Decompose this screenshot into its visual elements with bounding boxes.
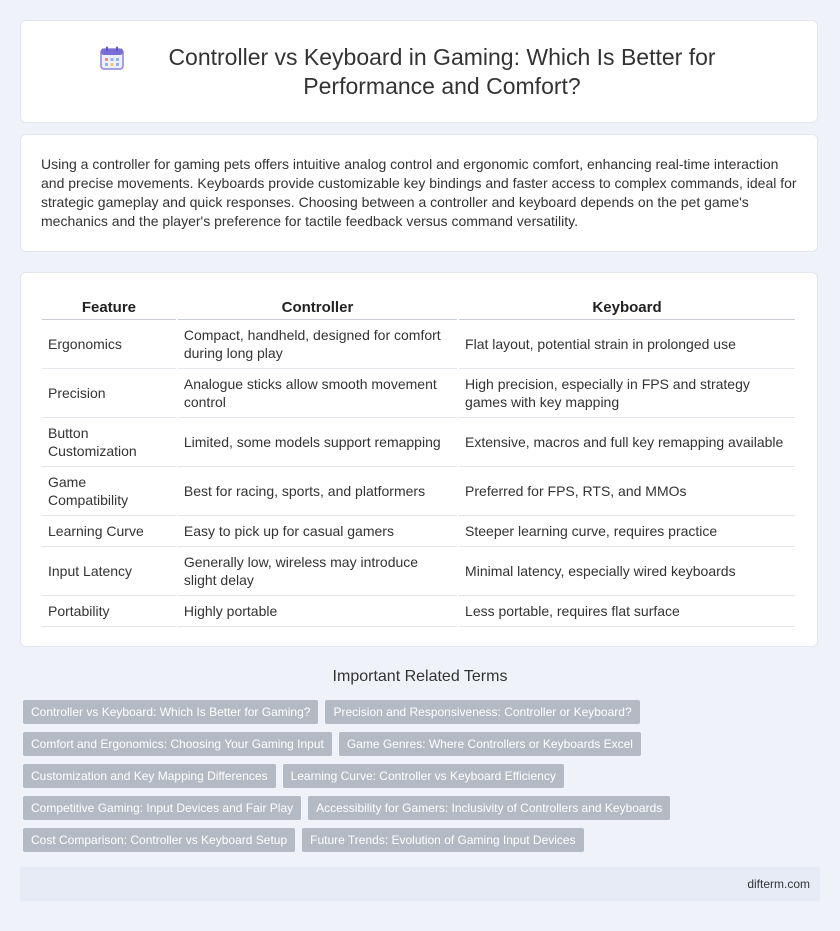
keyboard-cell: Steeper learning curve, requires practice [459, 516, 795, 547]
footer-site-link[interactable]: difterm.com [747, 877, 810, 891]
related-term-tag[interactable]: Learning Curve: Controller vs Keyboard Efficiency [283, 764, 564, 788]
comparison-table-card [20, 272, 818, 647]
keyboard-cell: Extensive, macros and full key remapping available [459, 418, 795, 467]
keyboard-cell: Preferred for FPS, RTS, and MMOs [459, 467, 795, 516]
related-term-tag[interactable]: Comfort and Ergonomics: Choosing Your Gaming Input [23, 732, 332, 756]
feature-cell: Portability [42, 596, 176, 627]
related-term-tag[interactable]: Customization and Key Mapping Differences [23, 764, 276, 788]
related-terms-heading: Important Related Terms [332, 668, 508, 685]
related-term-tag[interactable]: Game Genres: Where Controllers or Keyboards Excel [339, 732, 641, 756]
feature-cell: Game Compatibility [42, 467, 176, 516]
intro-card [20, 134, 818, 252]
page-title: Controller vs Keyboard in Gaming: Which Is Better for Performance and Comfort? [168, 43, 716, 99]
table-header-row [42, 291, 795, 320]
related-terms-list [23, 700, 803, 860]
controller-cell: Generally low, wireless may introduce slight delay [178, 547, 457, 596]
related-term-tag[interactable]: Controller vs Keyboard: Which Is Better for Gaming? [23, 700, 318, 724]
controller-cell: Easy to pick up for casual gamers [178, 516, 457, 547]
controller-cell: Analogue sticks allow smooth movement control [178, 369, 457, 418]
related-term-tag[interactable]: Precision and Responsiveness: Controller or Keyboard? [325, 700, 639, 724]
keyboard-cell: Minimal latency, especially wired keyboards [459, 547, 795, 596]
controller-cell: Highly portable [178, 596, 457, 627]
feature-cell: Learning Curve [42, 516, 176, 547]
header-feature: Feature [42, 291, 176, 320]
table-row [42, 596, 795, 627]
table-row [42, 467, 795, 516]
table-row [42, 418, 795, 467]
related-term-tag[interactable]: Future Trends: Evolution of Gaming Input Devices [302, 828, 583, 852]
table-row [42, 516, 795, 547]
header-keyboard: Keyboard [459, 291, 795, 320]
title-card [20, 20, 818, 123]
feature-cell: Input Latency [42, 547, 176, 596]
related-term-tag[interactable]: Accessibility for Gamers: Inclusivity of Controllers and Keyboards [308, 796, 670, 820]
related-term-tag[interactable]: Cost Comparison: Controller vs Keyboard Setup [23, 828, 295, 852]
intro-text: Using a controller for gaming pets offers intuitive analog control and ergonomic comfort, enhancing real-time interaction and precise movements. Keyboards provide customizable key bindings and faster access to complex commands, ideal for strategic gameplay and quick responses. Choosing between a controller and keyboard depends on the pet game's mechanics and the player's preference for tactile feedback versus command versatility. [41, 156, 797, 229]
controller-cell: Best for racing, sports, and platformers [178, 467, 457, 516]
table-row [42, 320, 795, 369]
comparison-table [40, 291, 797, 627]
calendar-icon [99, 45, 125, 71]
keyboard-cell: Less portable, requires flat surface [459, 596, 795, 627]
related-term-tag[interactable]: Competitive Gaming: Input Devices and Fair Play [23, 796, 301, 820]
feature-cell: Button Customization [42, 418, 176, 467]
controller-cell: Compact, handheld, designed for comfort during long play [178, 320, 457, 369]
feature-cell: Ergonomics [42, 320, 176, 369]
keyboard-cell: Flat layout, potential strain in prolonged use [459, 320, 795, 369]
table-row [42, 547, 795, 596]
controller-cell: Limited, some models support remapping [178, 418, 457, 467]
keyboard-cell: High precision, especially in FPS and strategy games with key mapping [459, 369, 795, 418]
table-row [42, 369, 795, 418]
header-controller: Controller [178, 291, 457, 320]
feature-cell: Precision [42, 369, 176, 418]
footer [20, 867, 820, 901]
